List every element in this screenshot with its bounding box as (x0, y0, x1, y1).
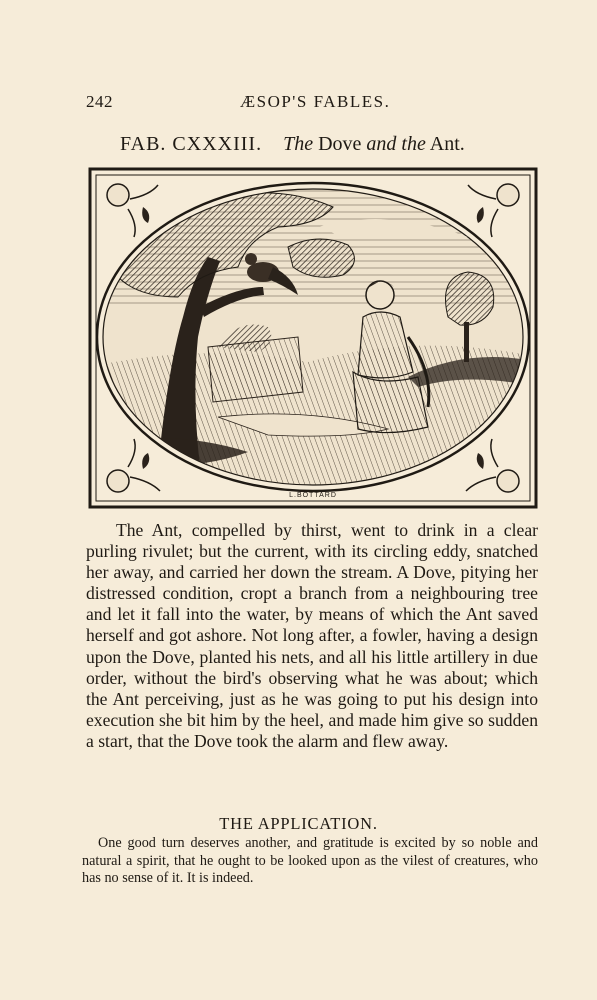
fable-title-ant: Ant. (429, 133, 465, 155)
fable-paragraph: The Ant, compelled by thirst, went to drink in a clear purling rivulet; but the current, with its circling eddy, snatched her away, and carried her down the stream. A Dove, pitying her distressed condition, cropt a branch from a neighbouring tree and let it fall into the water, by means of which the Ant saved herself and got ashore. Not long after, a fowler, having a design upon the Dove, planted his nets, and all his little artillery in due order, without the bird's observing what he was about; which the Ant perceiving, just as he was going to put his design into execution she bit him by the heel, and made him give so sudden a start, that the Dove took the alarm and flew away. (86, 520, 538, 751)
engraver-signature: L.BOTTARD (289, 492, 337, 499)
fable-heading (120, 133, 520, 156)
corner-flower-br (466, 439, 519, 492)
application-paragraph: One good turn deserves another, and gratitude is excited by so noble and natural a spirit, that he ought to be looked upon as the vilest of creatures, who has no sense of it. It is indeed. (82, 835, 538, 886)
corner-flower-bl (107, 439, 160, 492)
fable-title-the2: the (401, 133, 426, 155)
fable-title-and: and (366, 133, 397, 155)
fable-title-the: The (283, 133, 314, 155)
page-number: 242 (86, 92, 113, 111)
woodcut-illustration (88, 167, 538, 509)
fable-number: FAB. CXXXIII. (120, 133, 263, 155)
fable-title-dove: Dove (318, 133, 362, 155)
application-title: THE APPLICATION. (219, 814, 378, 833)
fable-body (86, 520, 538, 752)
application-body (82, 835, 538, 888)
running-title: ÆSOP'S FABLES. (240, 92, 391, 111)
corner-flower-tr (468, 184, 519, 237)
corner-flower-tl (107, 184, 158, 237)
woodcut-svg (88, 167, 538, 509)
running-head (86, 92, 516, 114)
distant-tree-trunk (464, 322, 469, 362)
